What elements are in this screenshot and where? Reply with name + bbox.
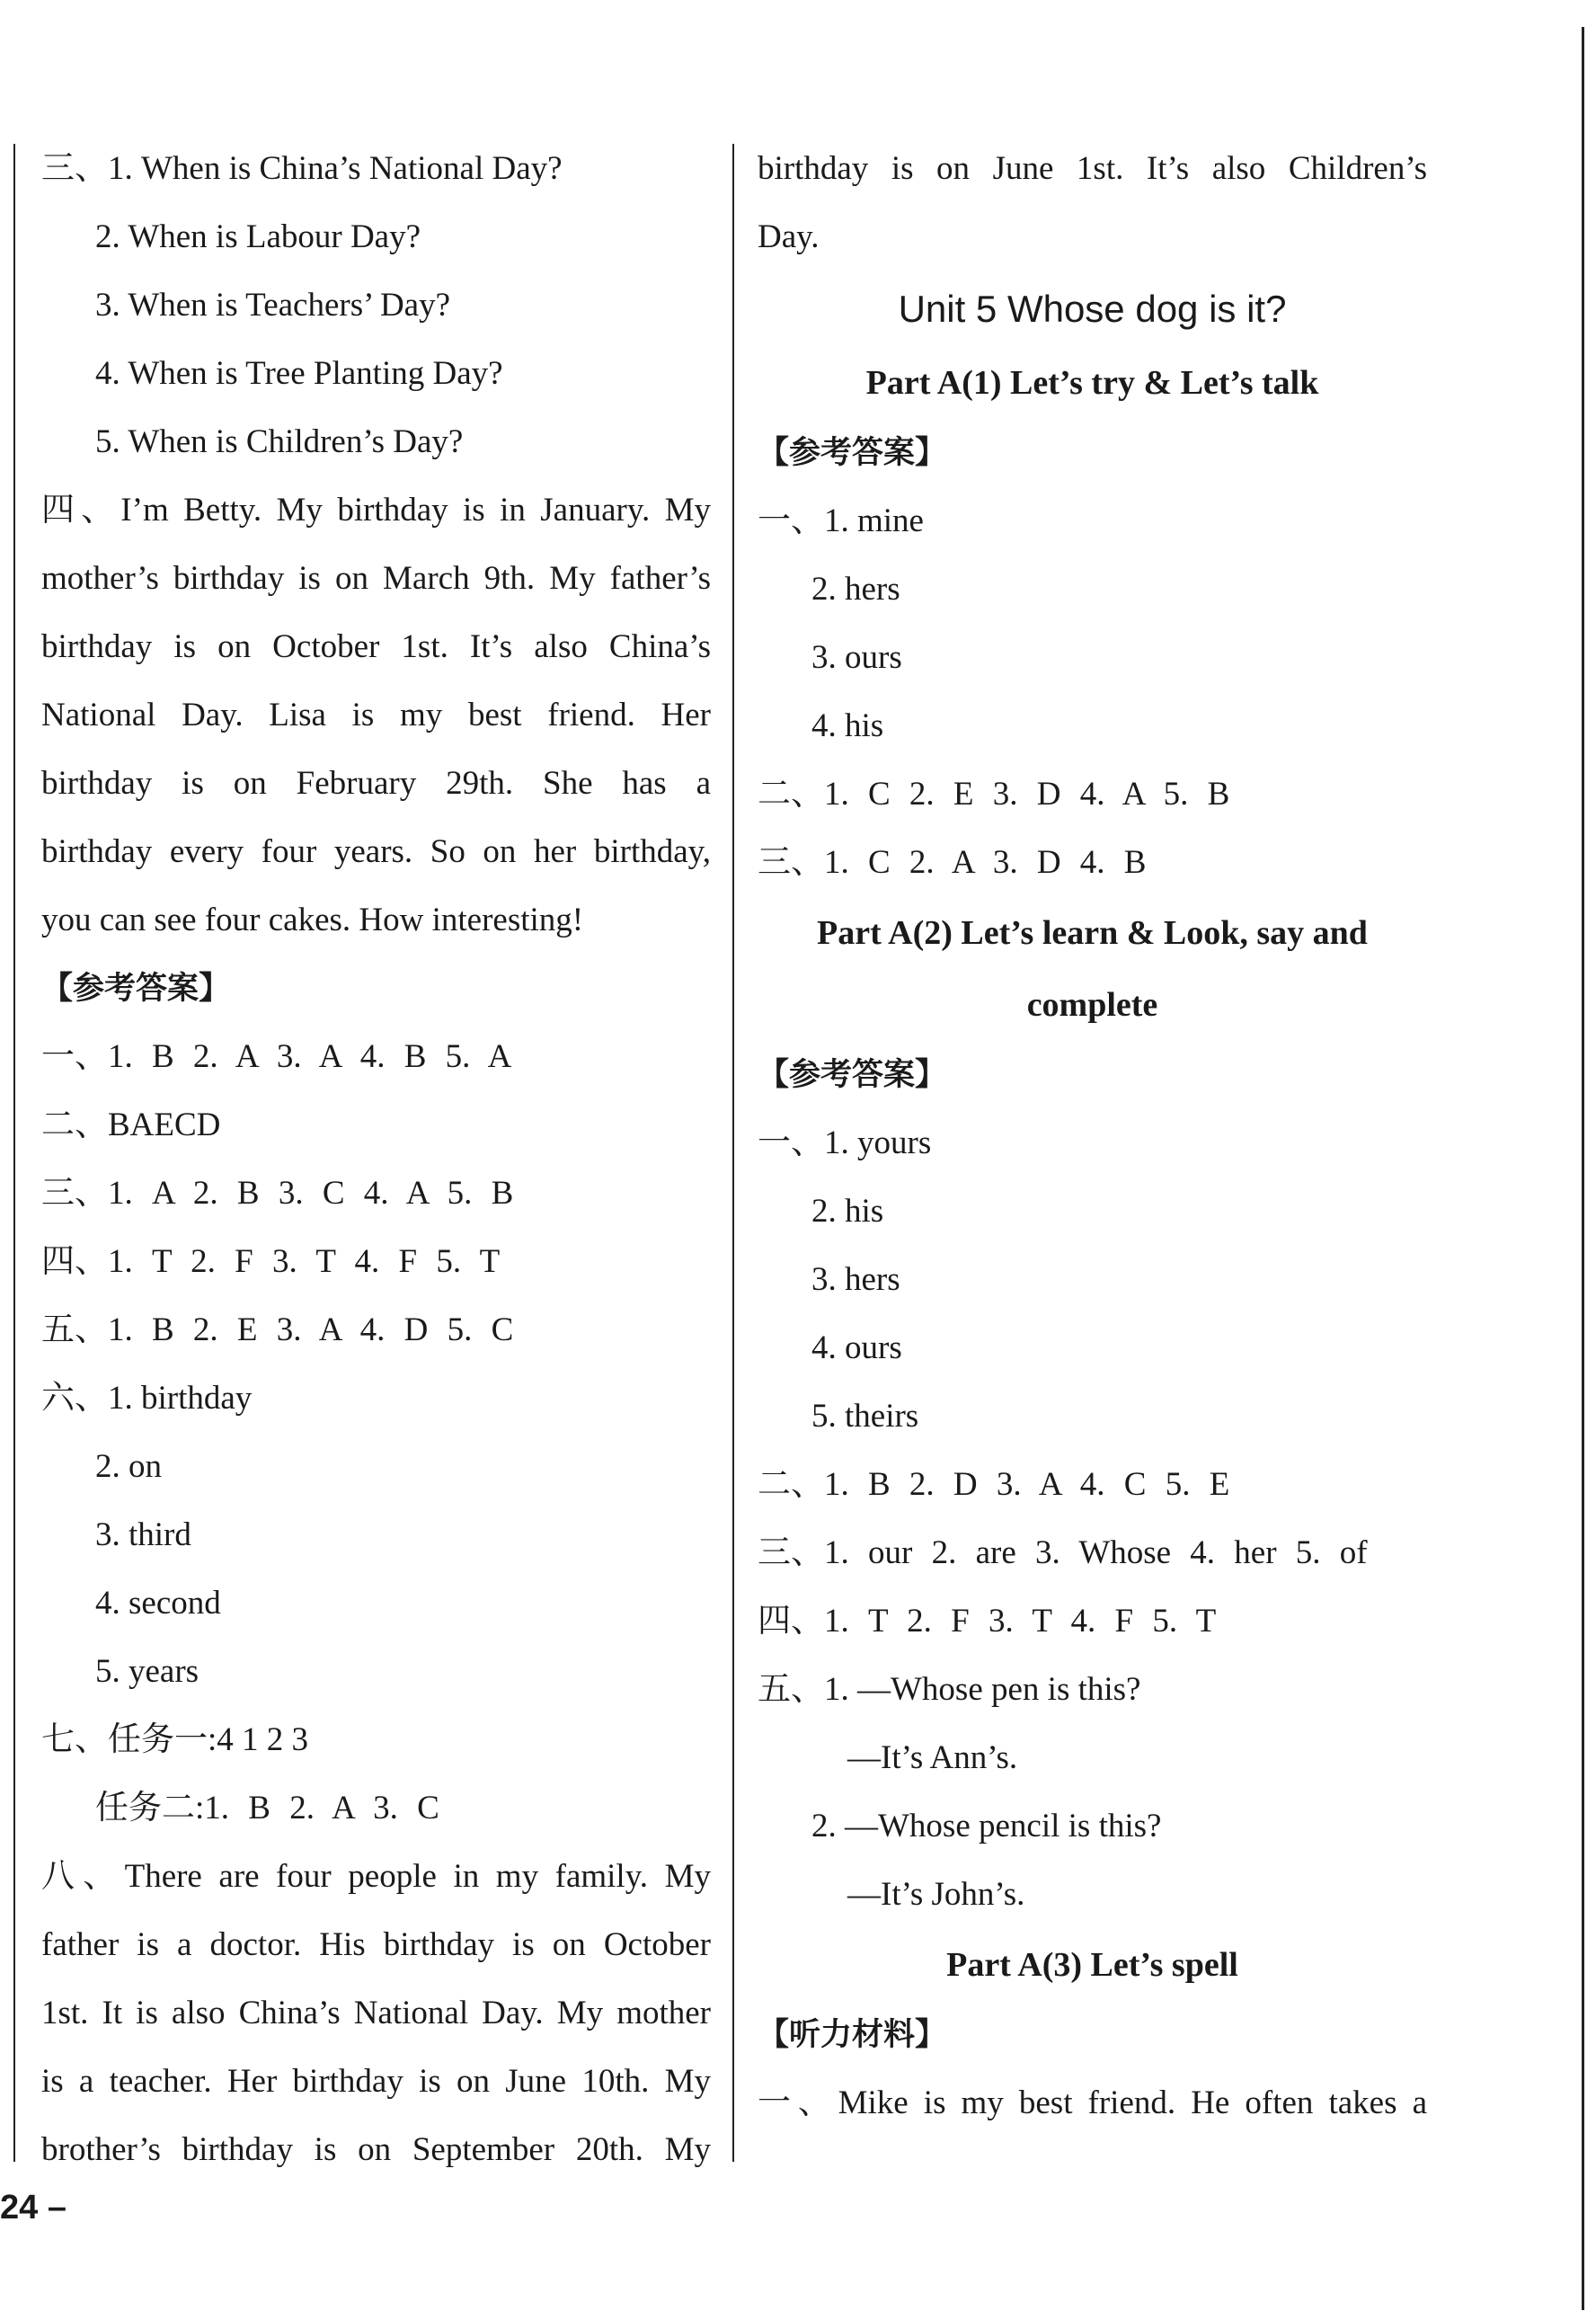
unit-title: Unit 5 Whose dog is it?	[898, 288, 1287, 330]
passage-line: birthday is on February 29th. She has a	[41, 765, 711, 802]
answer-line: 5. theirs	[811, 1398, 919, 1435]
passage-line: brother’s birthday is on September 20th. My	[41, 2131, 711, 2168]
passage-line: birthday is on June 1st. It’s also Children’s	[758, 150, 1427, 187]
column-divider-line	[732, 144, 734, 2162]
answer-line: 七、任务一:4 1 2 3	[41, 1721, 309, 1758]
answer-line: 五、1. —Whose pen is this?	[758, 1671, 1141, 1708]
answer-line: 一、1. mine	[758, 502, 924, 539]
answer-line: 三、1. C 2. A 3. D 4. B	[758, 844, 1147, 881]
answer-line: —It’s Ann’s.	[847, 1739, 1018, 1776]
left-column	[41, 135, 711, 2184]
passage-line: birthday every four years. So on her birthday,	[41, 833, 711, 870]
passage-line: 八、There are four people in my family. My	[41, 1858, 711, 1895]
page-number: 24 –	[0, 2189, 66, 2227]
answer-line: 二、1. C 2. E 3. D 4. A 5. B	[758, 776, 1230, 813]
answer-line: 一、1. yours	[758, 1124, 932, 1161]
answer-line: 4. ours	[811, 1329, 902, 1366]
answer-line: 4. his	[811, 707, 884, 744]
question-line: 3. When is Teachers’ Day?	[95, 287, 451, 324]
answer-line: 三、1. A 2. B 3. C 4. A 5. B	[41, 1175, 514, 1212]
passage-line: 1st. It is also China’s National Day. My mother	[41, 1995, 711, 2031]
answer-line: 五、1. B 2. E 3. A 4. D 5. C	[41, 1311, 514, 1348]
answer-line: 六、1. birthday	[41, 1380, 253, 1417]
answer-line: 二、1. B 2. D 3. A 4. C 5. E	[758, 1466, 1230, 1503]
question-line: 三、1. When is China’s National Day?	[41, 150, 563, 187]
answer-key-label: 【参考答案】	[758, 435, 947, 471]
answer-line: 任务二:1. B 2. A 3. C	[95, 1790, 439, 1827]
answer-line: —It’s John’s.	[847, 1876, 1025, 1913]
answer-line: 3. hers	[811, 1261, 900, 1298]
right-edge-line	[1582, 27, 1584, 2310]
part-title: Part A(3) Let’s spell	[946, 1946, 1238, 1984]
question-line: 5. When is Children’s Day?	[95, 423, 464, 460]
listening-material-label: 【听力材料】	[758, 2017, 947, 2053]
answer-line: 四、1. T 2. F 3. T 4. F 5. T	[41, 1243, 501, 1280]
answer-line: 2. his	[811, 1193, 884, 1230]
answer-line: 四、1. T 2. F 3. T 4. F 5. T	[758, 1603, 1217, 1640]
right-column	[758, 135, 1427, 2138]
answer-line: 2. on	[95, 1448, 162, 1485]
passage-line: 四、I’m Betty. My birthday is in January. My	[41, 492, 711, 529]
passage-line: mother’s birthday is on March 9th. My father’s	[41, 560, 711, 597]
answer-line: 一、1. B 2. A 3. A 4. B 5. A	[41, 1038, 512, 1075]
passage-line: you can see four cakes. How interesting!	[41, 902, 584, 938]
answer-line: 5. years	[95, 1653, 200, 1690]
answer-key-label: 【参考答案】	[41, 971, 231, 1007]
part-title: Part A(2) Let’s learn & Look, say and	[817, 914, 1368, 952]
passage-line: National Day. Lisa is my best friend. Her	[41, 697, 711, 733]
part-title: Part A(1) Let’s try & Let’s talk	[865, 364, 1319, 402]
answer-line: 3. third	[95, 1516, 191, 1553]
answer-line: 2. —Whose pencil is this?	[811, 1808, 1162, 1844]
passage-line: 一、Mike is my best friend. He often takes a	[758, 2084, 1427, 2121]
left-margin-line	[13, 144, 15, 2162]
answer-line: 二、BAECD	[41, 1107, 221, 1143]
question-line: 2. When is Labour Day?	[95, 218, 421, 255]
passage-line: birthday is on October 1st. It’s also China’s	[41, 628, 711, 665]
question-line: 4. When is Tree Planting Day?	[95, 355, 503, 392]
passage-line: father is a doctor. His birthday is on October	[41, 1926, 711, 1963]
answer-line: 三、1. our 2. are 3. Whose 4. her 5. of	[758, 1534, 1368, 1571]
answer-key-label: 【参考答案】	[758, 1057, 947, 1093]
answer-line: 3. ours	[811, 639, 902, 676]
answer-line: 2. hers	[811, 571, 900, 608]
part-title-continued: complete	[1026, 986, 1158, 1024]
passage-line: Day.	[758, 218, 820, 255]
answer-line: 4. second	[95, 1585, 221, 1622]
passage-line: is a teacher. Her birthday is on June 10th. My	[41, 2063, 711, 2100]
